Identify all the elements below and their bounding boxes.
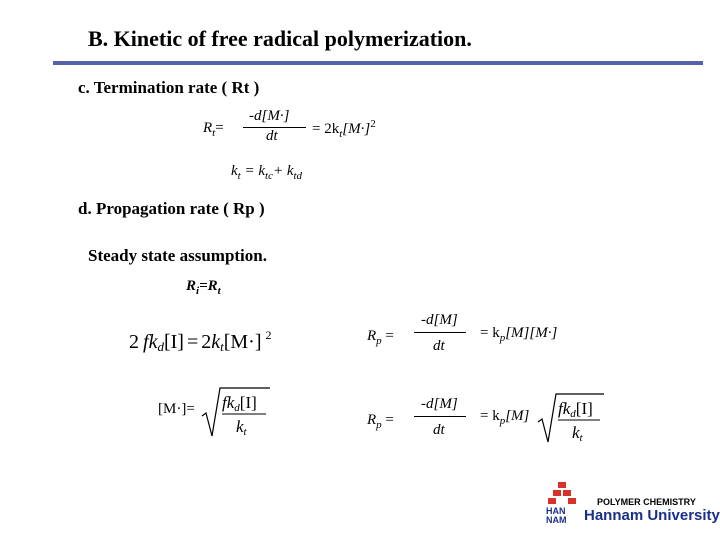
termination-heading: c. Termination rate ( Rt ) (78, 78, 260, 97)
hannam-logo-icon (544, 482, 580, 524)
radical-concentration-lhs: [M·]= (158, 401, 195, 417)
logo-pyramid-mark (548, 482, 576, 504)
steady-state-balance-equation (125, 322, 305, 358)
svg-text:fkd[I]: fkd[I] (558, 399, 593, 420)
propagation-heading: d. Propagation rate ( Rp ) (78, 199, 265, 218)
logo-han-text: HAN (546, 506, 566, 516)
rp-lhs-1: $R_p$ = (367, 328, 394, 347)
rp-fraction-bar-1 (414, 332, 466, 333)
rp-numerator-2: -d[M] (421, 396, 458, 412)
ri-equals-rt: $R_i=R_t$ (186, 278, 221, 297)
title-underline (53, 61, 703, 65)
svg-text:kt: kt (236, 417, 247, 438)
logo-nam-text: NAM (546, 515, 567, 524)
rt-denominator: dt (266, 128, 278, 144)
rp-denominator-1: dt (433, 338, 445, 354)
rt-lhs: $R_t=$ (203, 120, 224, 139)
svg-text:fkd[I]: fkd[I] (222, 393, 257, 414)
steady-state-label: Steady state assumption. (88, 246, 267, 265)
rt-rhs: = $2k_t[M\cdot]^2$ (312, 118, 376, 140)
rp-rhs-2: = $k_p[M]$ (480, 408, 530, 427)
logo-university-name: Hannam University (584, 507, 720, 524)
kt-equation: $k_t = k_{tc}+ k_{td}$ (231, 163, 303, 182)
rp-denominator-2: dt (433, 422, 445, 438)
svg-text:kt: kt (572, 423, 583, 444)
rp-fraction-bar-2 (414, 416, 466, 417)
rt-numerator: -d[M·] (249, 108, 290, 124)
svg-text:2fkd[I]=2kt[M·]2: 2 fkd[I] = 2kt[M·] $^2$ (129, 328, 272, 354)
slide-title: B. Kinetic of free radical polymerization. (88, 26, 472, 51)
logo-subtitle: POLYMER CHEMISTRY (597, 497, 696, 507)
rp-numerator-1: -d[M] (421, 312, 458, 328)
rp-root (536, 392, 608, 448)
radical-concentration-root (200, 386, 272, 442)
rp-rhs-1: = $k_p[M][M\cdot]$ (480, 325, 558, 344)
rp-lhs-2: $R_p$ = (367, 412, 394, 431)
